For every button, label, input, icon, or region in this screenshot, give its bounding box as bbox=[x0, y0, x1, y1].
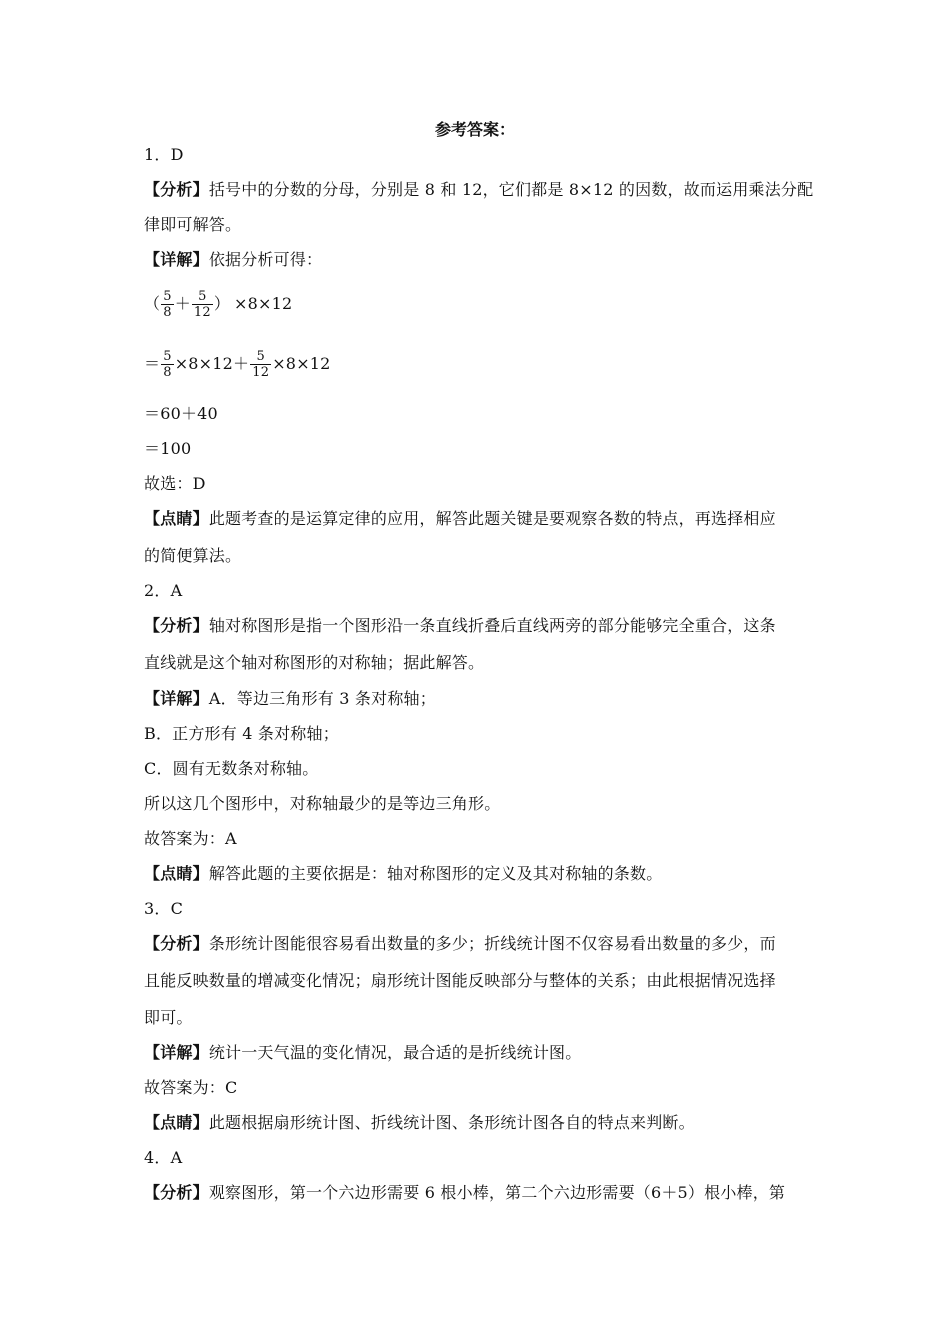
fraction: $\frac{5}{8}$ bbox=[163, 288, 172, 320]
q3-answer: 故答案为：C bbox=[144, 1078, 238, 1097]
q1-expression-2: ＝ $\frac{5}{8}$ ×8×12＋ $\frac{5}{12}$ ×8×12 bbox=[144, 348, 331, 380]
q2-detail-b: B．正方形有 4 条对称轴； bbox=[144, 724, 339, 743]
comment-tag: 【点睛】 bbox=[144, 509, 209, 528]
q2-comment: 【点睛】解答此题的主要依据是：轴对称图形的定义及其对称轴的条数。 bbox=[144, 864, 663, 883]
q3-analysis-line1: 【分析】条形统计图能很容易看出数量的多少；折线统计图不仅容易看出数量的多少，而 bbox=[144, 934, 776, 953]
q1-comment-line1: 【点睛】此题考查的是运算定律的应用，解答此题关键是要观察各数的特点，再选择相应 bbox=[144, 509, 776, 528]
q3-detail: 【详解】统计一天气温的变化情况，最合适的是折线统计图。 bbox=[144, 1043, 582, 1062]
q1-choice: 故选：D bbox=[144, 474, 206, 493]
q1-expression-1: （ $\frac{5}{8}$ ＋ $\frac{5}{12}$ ） ×8×12 bbox=[144, 288, 293, 320]
q2-analysis-line1: 【分析】轴对称图形是指一个图形沿一条直线折叠后直线两旁的部分能够完全重合，这条 bbox=[144, 616, 776, 635]
q2-detail-a: 【详解】A．等边三角形有 3 条对称轴； bbox=[144, 689, 436, 708]
detail-tag: 【详解】 bbox=[144, 689, 209, 708]
q3-heading: 3．C bbox=[144, 899, 184, 918]
analysis-tag: 【分析】 bbox=[144, 180, 209, 199]
q1-expression-3: ＝60＋40 bbox=[144, 404, 218, 423]
q1-comment-line2: 的简便算法。 bbox=[144, 546, 242, 565]
analysis-tag: 【分析】 bbox=[144, 616, 209, 635]
q3-comment: 【点睛】此题根据扇形统计图、折线统计图、条形统计图各自的特点来判断。 bbox=[144, 1113, 695, 1132]
q1-analysis-line1: 【分析】括号中的分数的分母，分别是 8 和 12，它们都是 8×12 的因数，故而运用乘法分配 bbox=[144, 180, 814, 199]
q1-heading: 1．D bbox=[144, 145, 184, 164]
page-title: 参考答案： bbox=[434, 120, 515, 139]
fraction: $\frac{5}{12}$ bbox=[252, 348, 270, 380]
q2-answer: 故答案为：A bbox=[144, 829, 237, 848]
detail-tag: 【详解】 bbox=[144, 250, 209, 269]
q2-heading: 2．A bbox=[144, 581, 183, 600]
q2-detail-c: C．圆有无数条对称轴。 bbox=[144, 759, 319, 778]
fraction: $\frac{5}{8}$ bbox=[163, 348, 172, 380]
q3-analysis-line2: 且能反映数量的增减变化情况；扇形统计图能反映部分与整体的关系；由此根据情况选择 bbox=[144, 971, 776, 990]
comment-tag: 【点睛】 bbox=[144, 864, 209, 883]
detail-tag: 【详解】 bbox=[144, 1043, 209, 1062]
q1-detail: 【详解】依据分析可得： bbox=[144, 250, 323, 269]
analysis-tag: 【分析】 bbox=[144, 1183, 209, 1202]
q3-analysis-line3: 即可。 bbox=[144, 1008, 193, 1027]
q2-conclusion: 所以这几个图形中，对称轴最少的是等边三角形。 bbox=[144, 794, 501, 813]
comment-tag: 【点睛】 bbox=[144, 1113, 209, 1132]
fraction: $\frac{5}{12}$ bbox=[193, 288, 211, 320]
analysis-tag: 【分析】 bbox=[144, 934, 209, 953]
q2-analysis-line2: 直线就是这个轴对称图形的对称轴；据此解答。 bbox=[144, 653, 485, 672]
q4-analysis-line1: 【分析】观察图形，第一个六边形需要 6 根小棒，第二个六边形需要（6＋5）根小棒，第 bbox=[144, 1183, 786, 1202]
q1-expression-4: ＝100 bbox=[144, 439, 192, 458]
q4-heading: 4．A bbox=[144, 1148, 183, 1167]
q1-analysis-line2: 律即可解答。 bbox=[144, 215, 242, 234]
